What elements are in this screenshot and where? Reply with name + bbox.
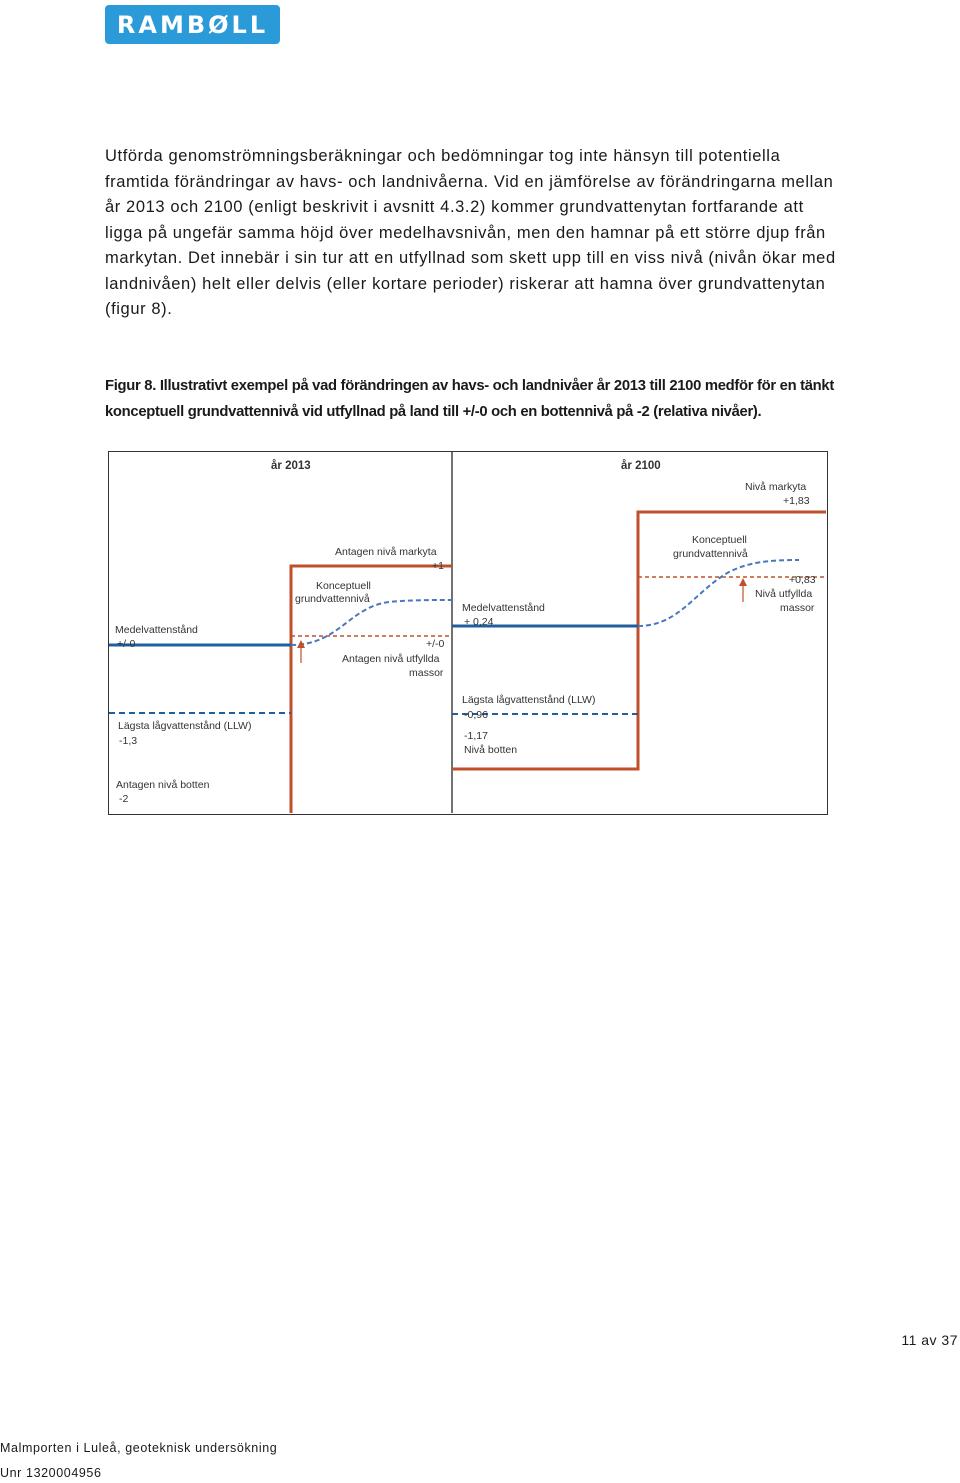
left-fill-value: +/-0 [426,638,445,650]
right-bottom-value: -1,17 [464,730,488,742]
right-markyta-value: +1,83 [783,495,810,507]
right-mvs-label: Medelvattenstånd [462,602,545,614]
right-llw-value: -0,96 [464,709,488,721]
left-llw-value: -1,3 [119,735,138,747]
left-gw-label-2: grundvattennivå [295,593,370,605]
ramboll-logo [105,5,280,44]
page-number: 11 av 37 [901,1332,958,1348]
left-fill-label-2: massor [409,667,444,679]
footer-unr: Unr 1320004956 [0,1466,102,1480]
right-land-profile [452,512,826,769]
logo-text: RAMBØLL [116,11,269,39]
right-markyta-label: Nivå markyta [745,481,807,493]
left-fill-label-1: Antagen nivå utfyllda [342,653,440,665]
right-gw-label-1: Konceptuell [692,534,747,546]
right-llw-label: Lägsta lågvattenstånd (LLW) [462,694,596,706]
right-fill-label-2: massor [780,602,815,614]
right-bottom-label: Nivå botten [464,744,518,756]
left-bottom-value: -2 [119,793,129,805]
left-gw-label-1: Konceptuell [316,580,371,592]
right-title: år 2100 [621,460,661,472]
footer-project: Malmporten i Luleå, geoteknisk undersökning [0,1441,278,1455]
right-gw-label-2: grundvattennivå [673,548,748,560]
right-fill-value: +0,83 [789,574,816,586]
left-title: år 2013 [271,460,311,472]
body-paragraph: Utförda genomströmningsberäkningar och bedömningar tog inte hänsyn till potentiella framtida förändringar av havs- och landnivåerna. Vid en jämförelse av förändringarna mellan år 2013 och 2100 (enligt beskrivit i avsnitt 4.3.2) kommer grundvattenytan fortfarande att ligga på ungefär samma höjd över medelhavsnivån, men den hamnar på ett större djup från markytan. Det innebär i sin tur att en utfyllnad som skett upp till en viss nivå (nivån ökar med landnivåen) helt eller delvis (eller kortare perioder) riskerar att hamna över grundvattenytan (figur 8). [105,147,836,318]
right-fill-arrowhead [739,578,747,586]
figure-caption: Figur 8. Illustrativt exempel på vad förändringen av havs- och landnivåer år 2013 till 2100 medför för en tänkt konceptuell grundvattennivå vid utfyllnad på land till +/-0 och en bottennivå på -2 (relativa nivåer). [105,378,834,420]
left-bottom-label: Antagen nivå botten [116,779,210,791]
right-mvs-value: + 0,24 [464,616,494,628]
figure-8-diagram [108,451,828,815]
left-llw-label: Lägsta lågvattenstånd (LLW) [118,720,252,732]
right-fill-label-1: Nivå utfyllda [755,588,813,600]
left-mvs-value: +/-0 [117,638,136,650]
left-mvs-label: Medelvattenstånd [115,624,198,636]
left-markyta-value: +1 [432,560,444,572]
left-markyta-label: Antagen nivå markyta [335,546,437,558]
